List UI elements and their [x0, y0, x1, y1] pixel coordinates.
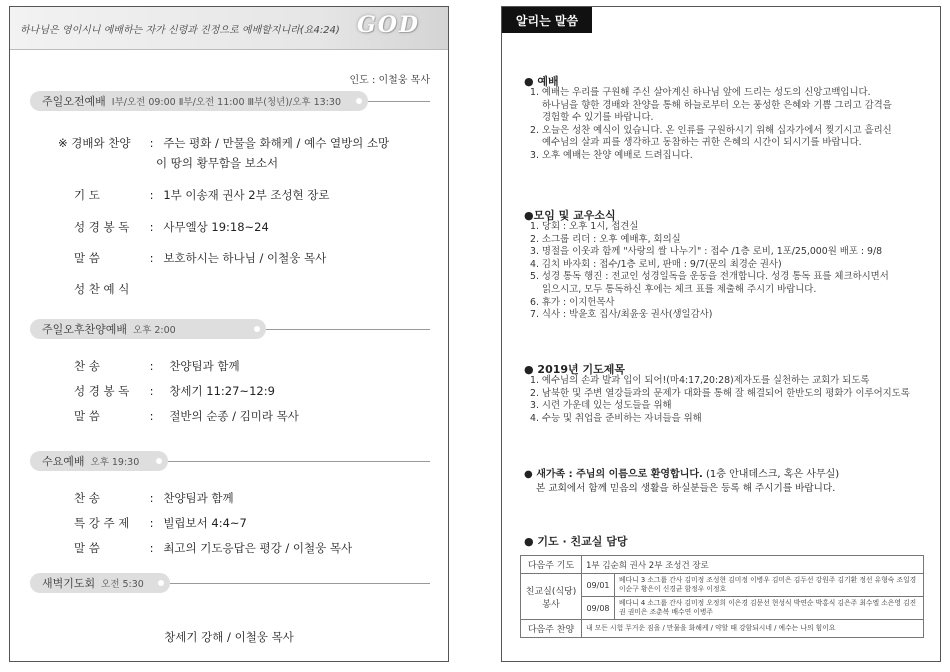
bullet-dot-icon	[254, 326, 260, 332]
header-banner	[10, 7, 448, 50]
section-times: 오후 2:00	[133, 325, 176, 336]
list-item: 2. 오늘은 성찬 예식이 있습니다. 온 인류를 구원하시기 위해 십자가에서 찢기시고 흘리신	[530, 124, 892, 136]
order-row-sermon: 말 씀 : 보호하시는 하나님 / 이철웅 목사	[74, 251, 327, 265]
list-item: 2. 소그룹 리더 : 오후 예배후, 회의실	[530, 233, 681, 245]
table-cell: 내 모든 시험 무거운 짐을 / 만물을 화해케 / 약할 때 강함되시네 / 예수는 나의 힘이요	[582, 620, 924, 638]
meetings-title: ●모임 및 교우소식	[524, 209, 616, 222]
section-sunday-morning	[30, 91, 368, 111]
table-cell: 다음주 기도	[521, 556, 582, 574]
list-item: 5. 성경 통독 행진 : 전교인 성경일독을 운동을 전개합니다. 성경 통독 표를 체크하시면서	[530, 271, 889, 283]
list-item: 1. 예배는 우리를 구원해 주신 살아계신 하나님 앞에 드리는 성도의 신앙고백입니다.	[530, 87, 871, 98]
table-cell: 09/08	[582, 597, 615, 620]
list-item: 경험할 수 있기를 바랍니다.	[542, 112, 654, 124]
header-verse: 하나님은 영이시니 예배하는 자가 신령과 진정으로 예배할지니라(요4:24)	[20, 25, 340, 36]
list-item: 예수님의 살과 피를 생각하고 동참하는 귀한 은혜의 시간이 되시기를 바랍니다.	[542, 137, 862, 149]
section-times: 오후 19:30	[90, 457, 140, 468]
section-title: 주일오전예배	[42, 95, 106, 108]
section-title: 수요예배	[42, 455, 85, 468]
list-item: 6. 휴가 : 이지헌목사	[530, 296, 615, 308]
table-row	[521, 597, 924, 620]
announcements-header: 알리는 말씀	[502, 7, 592, 33]
prayer-topics-list	[530, 375, 930, 425]
table-cell: 베다니 3 소그룹 간사 김미정 조성현 김미정 이병우 김미은 김두선 강원주 김기환 정선 유형숙 조일경 이순구 황은이 신경균 함정우 이정호	[615, 574, 924, 597]
order-row-praise: ※ 경배와 찬양 : 주는 평화 / 만물을 화해케 / 예수 열방의 소망	[58, 136, 390, 150]
list-item: 3. 시련 가운데 있는 성도들을 위해	[530, 400, 672, 412]
section-times: Ⅰ부/오전 09:00 Ⅱ부/오전 11:00 Ⅲ부(청년)/오후 13:30	[111, 97, 341, 108]
table-cell: 베다니 4 소그룹 간사 김미정 오정희 이은경 김문선 현성식 박연순 박홍식 김은주 최수엘 소은영 김진권 권미은 조춘복 배수연 이병주	[615, 597, 924, 620]
order-row-hymn: 찬 송 : 찬양팀과 함께	[74, 359, 240, 373]
table-cell: 1부 김순희 권사 2부 조성건 장로	[582, 556, 924, 574]
section-wednesday	[30, 451, 168, 471]
order-row-scripture: 성 경 봉 독 : 창세기 11:27~12:9	[74, 384, 275, 398]
bullet-dot-icon	[356, 98, 362, 104]
list-item: 1. 당회 : 오후 1시, 접견실	[530, 221, 639, 232]
duty-title: ● 기도 · 친교실 담당	[524, 535, 628, 548]
dawn-prayer-sermon: 창세기 강해 / 이철웅 목사	[164, 630, 294, 644]
bullet-dot-icon	[156, 458, 162, 464]
list-item: 4. 수능 및 취업을 준비하는 자녀들을 위해	[530, 412, 702, 424]
bullet-dot-icon	[158, 580, 164, 586]
section-divider	[168, 461, 430, 462]
order-row-hymn: 찬 송 : 찬양팀과 함께	[74, 491, 234, 505]
list-item: 2. 남북한 및 주변 열강들과의 문제가 대화를 통해 잘 해결되어 한반도의 평화가 이루어지도록	[530, 387, 910, 399]
order-row-sermon: 말 씀 : 절반의 순종 / 김미라 목사	[74, 409, 299, 423]
table-row	[521, 574, 924, 597]
table-cell: 친교실(식당) 봉사	[521, 574, 582, 620]
worship-notice-title: ● 예배	[524, 75, 559, 88]
order-row-scripture: 성 경 봉 독 : 사무엘상 19:18~24	[74, 220, 269, 234]
order-row-sermon: 말 씀 : 최고의 기도응답은 평강 / 이철웅 목사	[74, 541, 353, 555]
worship-order-page	[9, 6, 449, 662]
list-item: 7. 식사 : 박윤호 집사/최윤웅 권사(생일감사)	[530, 309, 713, 321]
god-logo: GOD	[356, 12, 420, 38]
list-item: 3. 명절을 이웃과 함께 "사랑의 쌀 나누기" : 접수 /1층 로비, 1포/25,000원 배포 : 9/8	[530, 246, 883, 258]
section-title: 주일오후찬양예배	[42, 323, 128, 336]
list-item: 하나님을 향한 경배와 찬양을 통해 하늘로부터 오는 풍성한 은혜와 기쁨 그리고 감격을	[542, 99, 892, 111]
announcements-page	[501, 6, 941, 662]
list-item: 4. 김치 바자회 : 접수/1층 로비, 판매 : 9/7(문의 최경순 권사)	[530, 258, 782, 270]
newcomer-info: 본 교회에서 함께 믿음의 생활을 하실분들은 등록 해 주시기를 바랍니다.	[536, 483, 836, 494]
section-divider	[170, 583, 430, 584]
section-title: 새벽기도회	[42, 577, 96, 590]
order-row-praise-cont: 이 땅의 황무함을 보소서	[156, 156, 279, 170]
list-item: 1. 예수님의 손과 발과 입이 되어!(마4:17,20:28)제자도를 실천하는 교회가 되도록	[530, 375, 870, 386]
section-dawn-prayer	[30, 573, 170, 593]
table-cell: 09/01	[582, 574, 615, 597]
section-divider	[266, 329, 430, 330]
table-row	[521, 556, 924, 574]
section-divider	[368, 101, 430, 102]
newcomer-welcome: ● 새가족 : 주님의 이름으로 환영합니다. (1층 안내데스크, 혹은 사무실)	[524, 469, 840, 480]
order-row-lecture: 특 강 주 제 : 빌립보서 4:4~7	[74, 516, 247, 530]
meetings-list	[530, 221, 930, 322]
duty-table	[520, 555, 924, 638]
table-row	[521, 620, 924, 638]
list-item: 3. 오후 예배는 찬양 예배로 드려집니다.	[530, 149, 693, 161]
order-row-prayer: 기 도 : 1부 이송재 권사 2부 조성현 장로	[74, 188, 330, 202]
section-times: 오전 5:30	[101, 579, 144, 590]
section-sunday-afternoon	[30, 319, 266, 339]
table-cell: 다음주 찬양	[521, 620, 582, 638]
prayer-topics-title: ● 2019년 기도제목	[524, 363, 626, 376]
order-row-communion: 성 찬 예 식	[74, 282, 130, 296]
worship-notice-list	[530, 87, 930, 163]
leader-text: 인도 : 이철웅 목사	[349, 75, 430, 86]
list-item: 읽으시고, 모두 통독하신 후에는 체크 표를 제출해 주시기 바랍니다.	[542, 283, 817, 295]
